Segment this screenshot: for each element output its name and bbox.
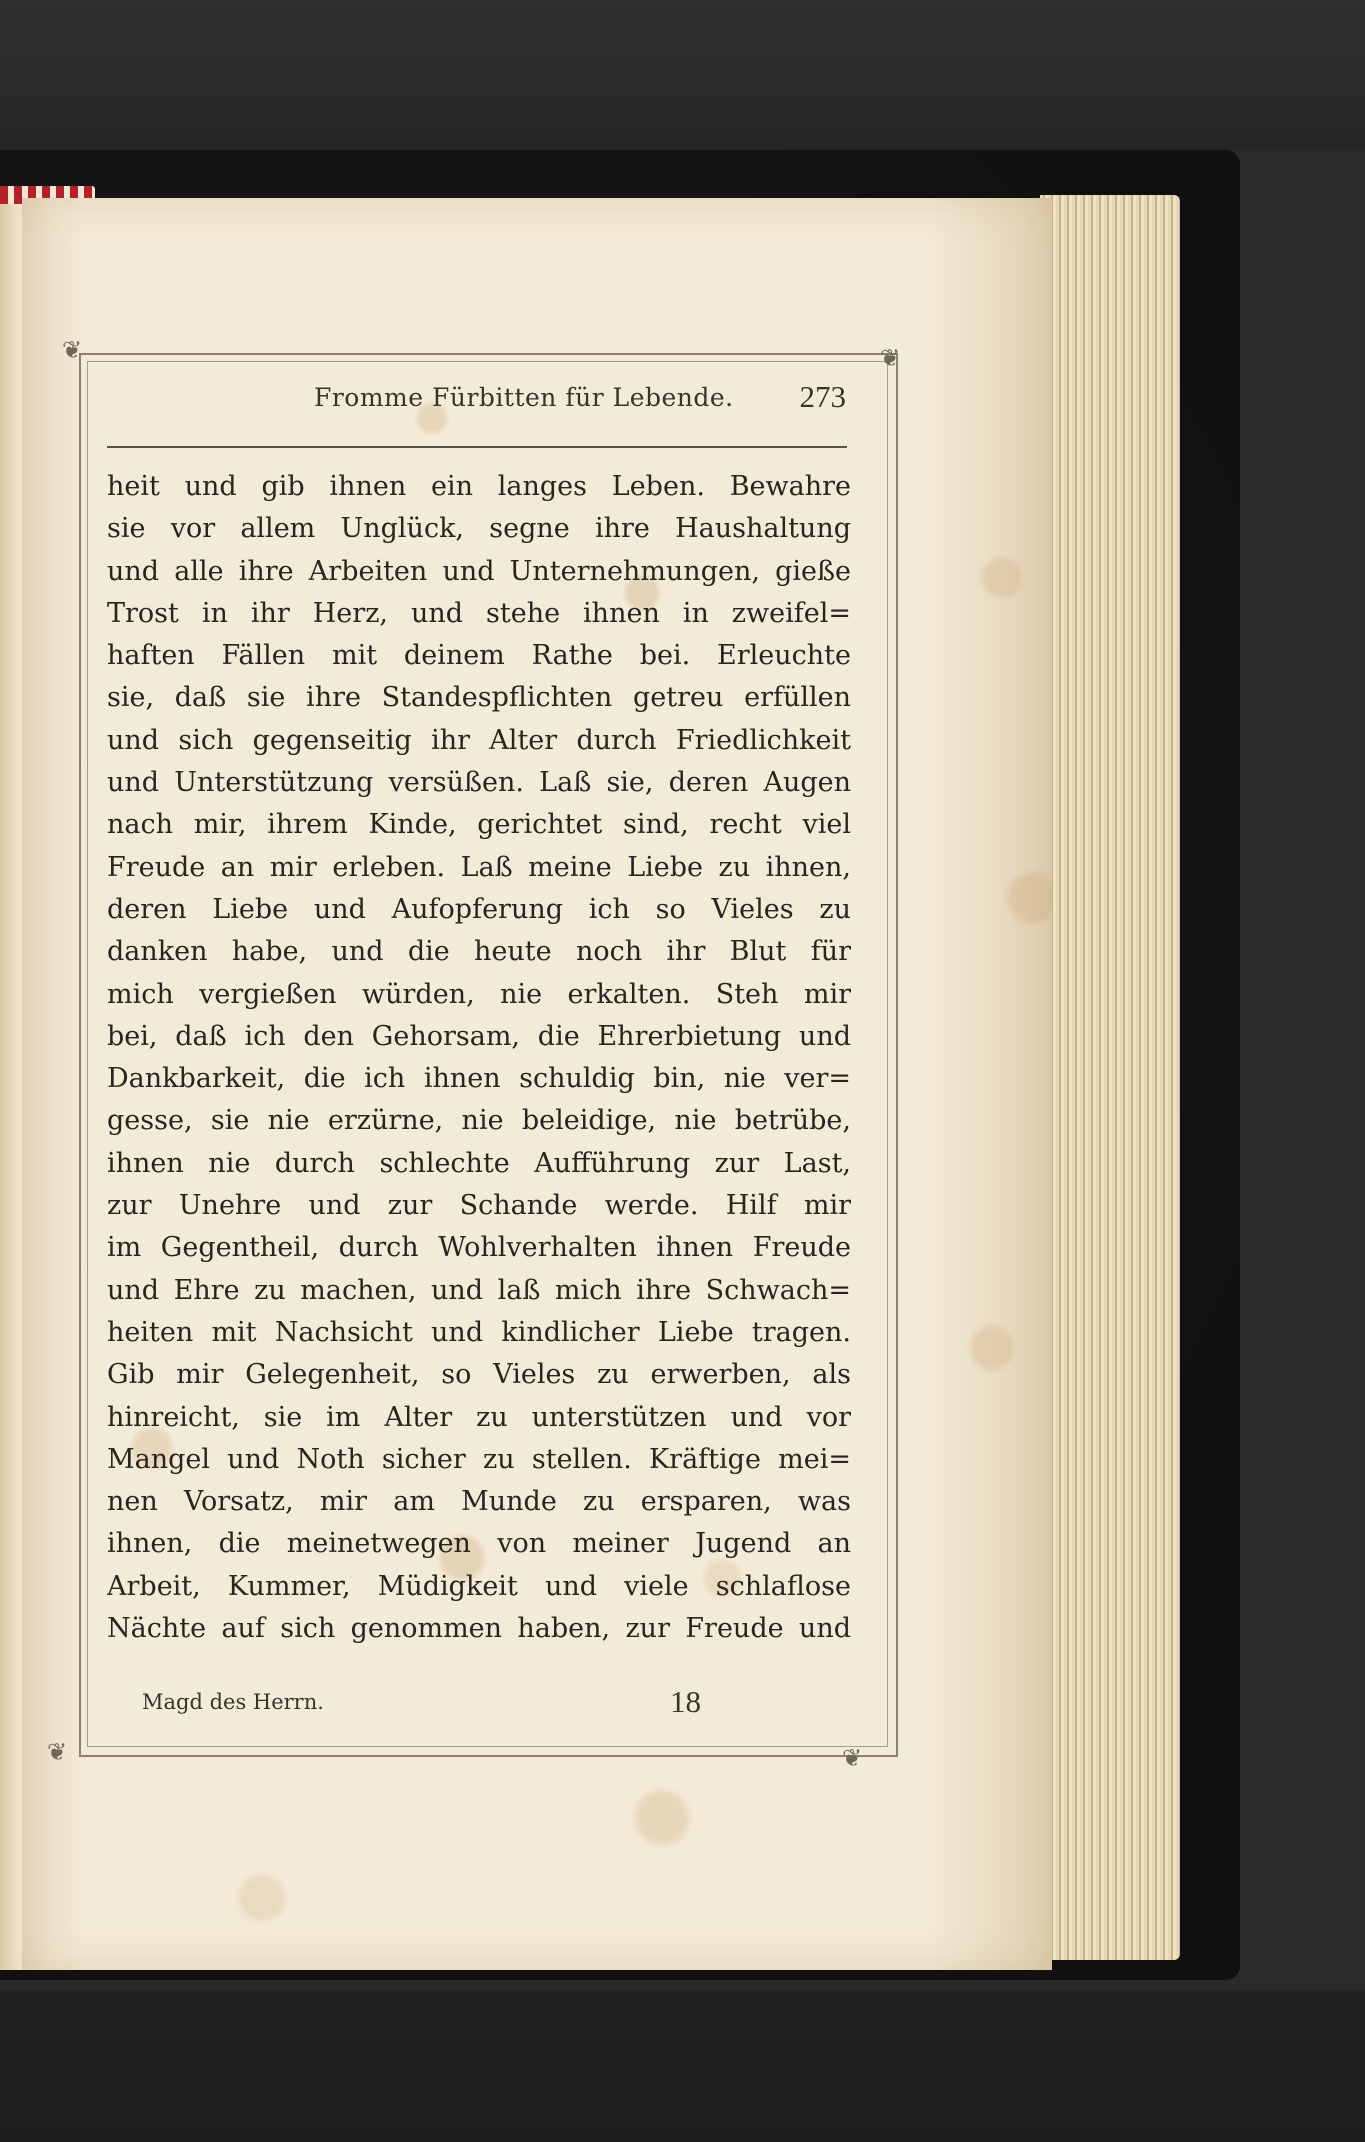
corner-ornament-bottom-left: ❦	[47, 1738, 68, 1766]
text-line: Freude an mir erleben. Laß meine Liebe zu ihnen,	[107, 851, 851, 883]
corner-ornament-bottom-right: ❦	[842, 1744, 863, 1772]
text-line: deren Liebe und Aufopferung ich so Vieles zu	[107, 893, 851, 925]
text-line: gesse, sie nie erzürne, nie beleidige, nie betrübe,	[107, 1105, 851, 1137]
book-page	[22, 198, 1052, 1970]
text-line: haften Fällen mit deinem Rathe bei. Erleuchte	[107, 640, 851, 672]
text-line: und sich gegenseitig ihr Alter durch Friedlichkeit	[107, 724, 851, 756]
text-line: Arbeit, Kummer, Müdigkeit und viele schlaflose	[107, 1570, 851, 1602]
text-line: Nächte auf sich genommen haben, zur Freude und	[107, 1613, 851, 1645]
page-number: 273	[799, 379, 846, 414]
text-line: Mangel und Noth sicher zu stellen. Kräftige mei=	[107, 1443, 851, 1475]
footer-signature-number: 18	[670, 1684, 701, 1719]
text-line: zur Unehre und zur Schande werde. Hilf mir	[107, 1190, 851, 1222]
background-top	[0, 0, 1365, 150]
text-line: Trost in ihr Herz, und stehe ihnen in zweifel=	[107, 597, 851, 629]
page-header	[124, 379, 846, 443]
body-text	[107, 466, 851, 1650]
text-line: bei, daß ich den Gehorsam, die Ehrerbietung und	[107, 1020, 851, 1052]
text-line: heit und gib ihnen ein langes Leben. Bewahre	[107, 471, 851, 502]
text-line: nach mir, ihrem Kinde, gerichtet sind, recht viel	[107, 809, 851, 841]
text-line: und alle ihre Arbeiten und Unternehmungen, gieße	[107, 555, 851, 587]
page-edges	[1040, 195, 1180, 1960]
text-line: sie vor allem Unglück, segne ihre Haushaltung	[107, 513, 851, 545]
corner-ornament-top-right: ❦	[880, 344, 901, 372]
text-line: danken habe, und die heute noch ihr Blut für	[107, 936, 851, 968]
corner-ornament-top-left: ❦	[62, 336, 83, 364]
text-line: mich vergießen würden, nie erkalten. Steh mir	[107, 978, 851, 1010]
header-rule	[107, 446, 847, 448]
text-line: und Ehre zu machen, und laß mich ihre Schwach=	[107, 1274, 851, 1306]
footer-signature: Magd des Herrn.	[142, 1690, 324, 1714]
text-line: hinreicht, sie im Alter zu unterstützen und vor	[107, 1401, 851, 1433]
text-line: sie, daß sie ihre Standespflichten getreu erfüllen	[107, 682, 851, 714]
background-bottom	[0, 1990, 1365, 2142]
text-line: im Gegentheil, durch Wohlverhalten ihnen Freude	[107, 1232, 851, 1264]
text-line: Dankbarkeit, die ich ihnen schuldig bin, nie ver=	[107, 1063, 851, 1095]
text-line: nen Vorsatz, mir am Munde zu ersparen, was	[107, 1486, 851, 1518]
text-line: heiten mit Nachsicht und kindlicher Liebe tragen.	[107, 1316, 851, 1348]
running-title: Fromme Fürbitten für Lebende.	[314, 383, 734, 412]
text-line: ihnen nie durch schlechte Aufführung zur Last,	[107, 1147, 851, 1179]
text-line: ihnen, die meinetwegen von meiner Jugend an	[107, 1528, 851, 1560]
text-line: und Unterstützung versüßen. Laß sie, deren Augen	[107, 767, 851, 799]
text-line: Gib mir Gelegenheit, so Vieles zu erwerben, als	[107, 1359, 851, 1391]
